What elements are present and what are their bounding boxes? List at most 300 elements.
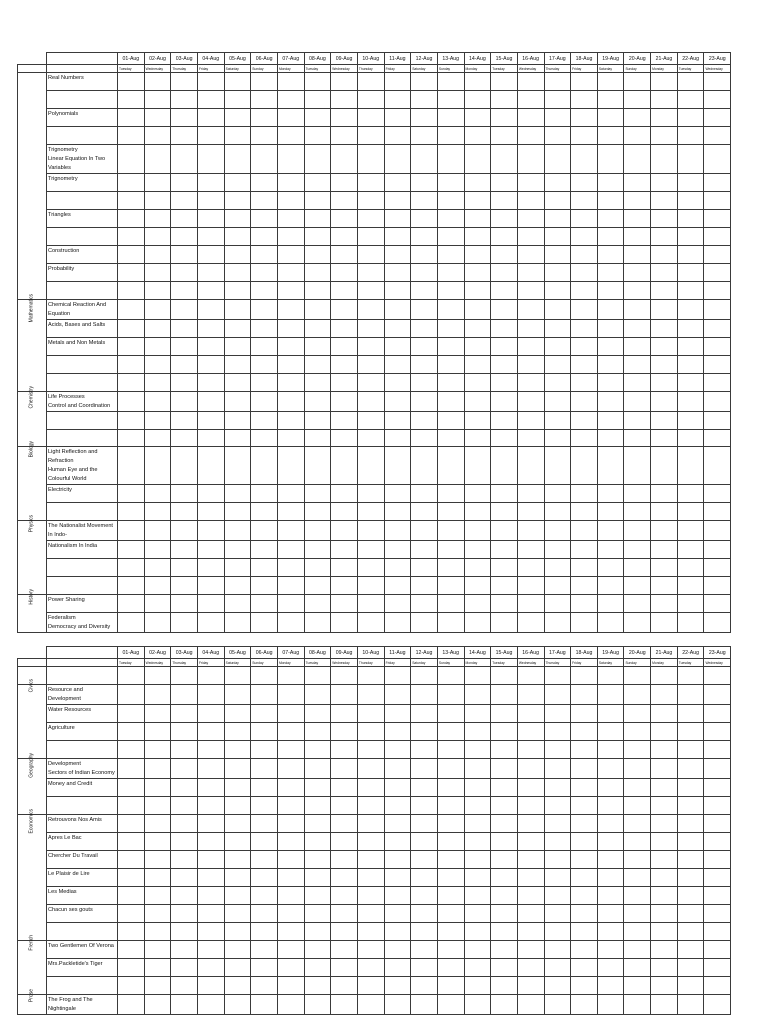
schedule-cell[interactable] xyxy=(571,905,598,923)
schedule-cell[interactable] xyxy=(597,667,624,685)
schedule-cell[interactable] xyxy=(251,73,278,91)
schedule-cell[interactable] xyxy=(677,851,704,869)
schedule-cell[interactable] xyxy=(677,723,704,741)
schedule-cell[interactable] xyxy=(304,779,331,797)
schedule-cell[interactable] xyxy=(437,210,464,228)
schedule-cell[interactable] xyxy=(704,994,731,1014)
schedule-cell[interactable] xyxy=(517,109,544,127)
schedule-cell[interactable] xyxy=(277,905,304,923)
schedule-cell[interactable] xyxy=(624,887,651,905)
schedule-cell[interactable] xyxy=(331,667,358,685)
schedule-cell[interactable] xyxy=(464,485,491,503)
schedule-cell[interactable] xyxy=(464,282,491,300)
schedule-cell[interactable] xyxy=(144,759,171,779)
schedule-cell[interactable] xyxy=(597,994,624,1014)
schedule-cell[interactable] xyxy=(357,977,384,995)
schedule-cell[interactable] xyxy=(544,264,571,282)
schedule-cell[interactable] xyxy=(517,127,544,145)
schedule-cell[interactable] xyxy=(357,741,384,759)
schedule-cell[interactable] xyxy=(517,833,544,851)
schedule-cell[interactable] xyxy=(704,91,731,109)
schedule-cell[interactable] xyxy=(277,228,304,246)
schedule-cell[interactable] xyxy=(384,923,411,941)
schedule-cell[interactable] xyxy=(677,994,704,1014)
schedule-cell[interactable] xyxy=(437,73,464,91)
schedule-cell[interactable] xyxy=(304,941,331,959)
schedule-cell[interactable] xyxy=(118,959,145,977)
schedule-cell[interactable] xyxy=(144,264,171,282)
schedule-cell[interactable] xyxy=(144,246,171,264)
schedule-cell[interactable] xyxy=(571,228,598,246)
schedule-cell[interactable] xyxy=(437,923,464,941)
schedule-cell[interactable] xyxy=(464,320,491,338)
schedule-cell[interactable] xyxy=(304,959,331,977)
schedule-cell[interactable] xyxy=(544,577,571,595)
schedule-cell[interactable] xyxy=(384,411,411,429)
schedule-cell[interactable] xyxy=(517,73,544,91)
schedule-cell[interactable] xyxy=(517,541,544,559)
schedule-cell[interactable] xyxy=(464,959,491,977)
schedule-cell[interactable] xyxy=(171,109,198,127)
schedule-cell[interactable] xyxy=(571,391,598,411)
schedule-cell[interactable] xyxy=(517,994,544,1014)
schedule-cell[interactable] xyxy=(571,705,598,723)
schedule-cell[interactable] xyxy=(624,356,651,374)
schedule-cell[interactable] xyxy=(491,485,518,503)
schedule-cell[interactable] xyxy=(651,851,678,869)
schedule-cell[interactable] xyxy=(384,447,411,485)
schedule-cell[interactable] xyxy=(491,594,518,612)
schedule-cell[interactable] xyxy=(384,741,411,759)
schedule-cell[interactable] xyxy=(651,228,678,246)
schedule-cell[interactable] xyxy=(437,741,464,759)
schedule-cell[interactable] xyxy=(197,282,224,300)
schedule-cell[interactable] xyxy=(331,503,358,521)
schedule-cell[interactable] xyxy=(437,959,464,977)
schedule-cell[interactable] xyxy=(251,320,278,338)
schedule-cell[interactable] xyxy=(384,73,411,91)
schedule-cell[interactable] xyxy=(437,851,464,869)
schedule-cell[interactable] xyxy=(384,959,411,977)
schedule-cell[interactable] xyxy=(144,521,171,541)
schedule-cell[interactable] xyxy=(437,667,464,685)
schedule-cell[interactable] xyxy=(331,833,358,851)
schedule-cell[interactable] xyxy=(437,192,464,210)
schedule-cell[interactable] xyxy=(197,594,224,612)
schedule-cell[interactable] xyxy=(411,429,438,447)
schedule-cell[interactable] xyxy=(544,667,571,685)
schedule-cell[interactable] xyxy=(624,815,651,833)
schedule-cell[interactable] xyxy=(357,145,384,174)
schedule-cell[interactable] xyxy=(437,577,464,595)
schedule-cell[interactable] xyxy=(384,521,411,541)
schedule-cell[interactable] xyxy=(677,373,704,391)
schedule-cell[interactable] xyxy=(491,282,518,300)
schedule-cell[interactable] xyxy=(571,338,598,356)
schedule-cell[interactable] xyxy=(704,246,731,264)
schedule-cell[interactable] xyxy=(384,869,411,887)
schedule-cell[interactable] xyxy=(384,815,411,833)
schedule-cell[interactable] xyxy=(517,612,544,632)
schedule-cell[interactable] xyxy=(437,174,464,192)
schedule-cell[interactable] xyxy=(331,887,358,905)
schedule-cell[interactable] xyxy=(251,723,278,741)
schedule-cell[interactable] xyxy=(197,503,224,521)
schedule-cell[interactable] xyxy=(544,192,571,210)
schedule-cell[interactable] xyxy=(197,977,224,995)
schedule-cell[interactable] xyxy=(464,73,491,91)
schedule-cell[interactable] xyxy=(411,559,438,577)
schedule-cell[interactable] xyxy=(357,447,384,485)
schedule-cell[interactable] xyxy=(277,320,304,338)
schedule-cell[interactable] xyxy=(437,833,464,851)
schedule-cell[interactable] xyxy=(144,210,171,228)
schedule-cell[interactable] xyxy=(171,705,198,723)
schedule-cell[interactable] xyxy=(277,959,304,977)
schedule-cell[interactable] xyxy=(118,338,145,356)
schedule-cell[interactable] xyxy=(411,391,438,411)
schedule-cell[interactable] xyxy=(331,851,358,869)
schedule-cell[interactable] xyxy=(118,228,145,246)
schedule-cell[interactable] xyxy=(677,391,704,411)
schedule-cell[interactable] xyxy=(224,73,251,91)
schedule-cell[interactable] xyxy=(677,779,704,797)
schedule-cell[interactable] xyxy=(357,192,384,210)
schedule-cell[interactable] xyxy=(331,373,358,391)
schedule-cell[interactable] xyxy=(437,869,464,887)
schedule-cell[interactable] xyxy=(544,923,571,941)
schedule-cell[interactable] xyxy=(251,145,278,174)
schedule-cell[interactable] xyxy=(197,869,224,887)
schedule-cell[interactable] xyxy=(677,145,704,174)
schedule-cell[interactable] xyxy=(571,282,598,300)
schedule-cell[interactable] xyxy=(251,485,278,503)
schedule-cell[interactable] xyxy=(651,246,678,264)
schedule-cell[interactable] xyxy=(704,887,731,905)
schedule-cell[interactable] xyxy=(624,941,651,959)
schedule-cell[interactable] xyxy=(224,91,251,109)
schedule-cell[interactable] xyxy=(411,282,438,300)
schedule-cell[interactable] xyxy=(251,521,278,541)
schedule-cell[interactable] xyxy=(144,559,171,577)
schedule-cell[interactable] xyxy=(277,667,304,685)
schedule-cell[interactable] xyxy=(411,373,438,391)
schedule-cell[interactable] xyxy=(171,741,198,759)
schedule-cell[interactable] xyxy=(491,685,518,705)
schedule-cell[interactable] xyxy=(411,356,438,374)
schedule-cell[interactable] xyxy=(331,797,358,815)
schedule-cell[interactable] xyxy=(197,429,224,447)
schedule-cell[interactable] xyxy=(677,815,704,833)
schedule-cell[interactable] xyxy=(118,797,145,815)
schedule-cell[interactable] xyxy=(651,685,678,705)
schedule-cell[interactable] xyxy=(171,779,198,797)
schedule-cell[interactable] xyxy=(571,503,598,521)
schedule-cell[interactable] xyxy=(144,941,171,959)
schedule-cell[interactable] xyxy=(597,391,624,411)
schedule-cell[interactable] xyxy=(677,192,704,210)
schedule-cell[interactable] xyxy=(544,91,571,109)
schedule-cell[interactable] xyxy=(357,887,384,905)
schedule-cell[interactable] xyxy=(624,994,651,1014)
schedule-cell[interactable] xyxy=(651,741,678,759)
schedule-cell[interactable] xyxy=(118,977,145,995)
schedule-cell[interactable] xyxy=(171,282,198,300)
schedule-cell[interactable] xyxy=(171,320,198,338)
schedule-cell[interactable] xyxy=(544,127,571,145)
schedule-cell[interactable] xyxy=(704,541,731,559)
schedule-cell[interactable] xyxy=(624,833,651,851)
schedule-cell[interactable] xyxy=(411,779,438,797)
schedule-cell[interactable] xyxy=(437,905,464,923)
schedule-cell[interactable] xyxy=(517,741,544,759)
schedule-cell[interactable] xyxy=(597,612,624,632)
schedule-cell[interactable] xyxy=(118,779,145,797)
schedule-cell[interactable] xyxy=(118,741,145,759)
schedule-cell[interactable] xyxy=(491,833,518,851)
schedule-cell[interactable] xyxy=(224,338,251,356)
schedule-cell[interactable] xyxy=(517,905,544,923)
schedule-cell[interactable] xyxy=(251,228,278,246)
schedule-cell[interactable] xyxy=(411,109,438,127)
schedule-cell[interactable] xyxy=(544,594,571,612)
schedule-cell[interactable] xyxy=(224,210,251,228)
schedule-cell[interactable] xyxy=(597,447,624,485)
schedule-cell[interactable] xyxy=(651,541,678,559)
schedule-cell[interactable] xyxy=(251,815,278,833)
schedule-cell[interactable] xyxy=(144,705,171,723)
schedule-cell[interactable] xyxy=(277,559,304,577)
schedule-cell[interactable] xyxy=(197,485,224,503)
schedule-cell[interactable] xyxy=(197,91,224,109)
schedule-cell[interactable] xyxy=(118,109,145,127)
schedule-cell[interactable] xyxy=(118,887,145,905)
schedule-cell[interactable] xyxy=(677,833,704,851)
schedule-cell[interactable] xyxy=(597,338,624,356)
schedule-cell[interactable] xyxy=(491,320,518,338)
schedule-cell[interactable] xyxy=(304,429,331,447)
schedule-cell[interactable] xyxy=(251,887,278,905)
schedule-cell[interactable] xyxy=(277,264,304,282)
schedule-cell[interactable] xyxy=(251,923,278,941)
schedule-cell[interactable] xyxy=(251,685,278,705)
schedule-cell[interactable] xyxy=(597,228,624,246)
schedule-cell[interactable] xyxy=(384,851,411,869)
schedule-cell[interactable] xyxy=(624,577,651,595)
schedule-cell[interactable] xyxy=(411,594,438,612)
schedule-cell[interactable] xyxy=(171,429,198,447)
schedule-cell[interactable] xyxy=(677,429,704,447)
schedule-cell[interactable] xyxy=(357,411,384,429)
schedule-cell[interactable] xyxy=(171,373,198,391)
schedule-cell[interactable] xyxy=(597,705,624,723)
schedule-cell[interactable] xyxy=(277,577,304,595)
schedule-cell[interactable] xyxy=(118,447,145,485)
schedule-cell[interactable] xyxy=(491,174,518,192)
schedule-cell[interactable] xyxy=(197,815,224,833)
schedule-cell[interactable] xyxy=(251,851,278,869)
schedule-cell[interactable] xyxy=(224,594,251,612)
schedule-cell[interactable] xyxy=(384,779,411,797)
schedule-cell[interactable] xyxy=(277,869,304,887)
schedule-cell[interactable] xyxy=(197,300,224,320)
schedule-cell[interactable] xyxy=(571,869,598,887)
schedule-cell[interactable] xyxy=(411,300,438,320)
schedule-cell[interactable] xyxy=(411,264,438,282)
schedule-cell[interactable] xyxy=(251,541,278,559)
schedule-cell[interactable] xyxy=(677,246,704,264)
schedule-cell[interactable] xyxy=(118,521,145,541)
schedule-cell[interactable] xyxy=(224,994,251,1014)
schedule-cell[interactable] xyxy=(251,192,278,210)
schedule-cell[interactable] xyxy=(624,667,651,685)
schedule-cell[interactable] xyxy=(544,612,571,632)
schedule-cell[interactable] xyxy=(677,264,704,282)
schedule-cell[interactable] xyxy=(357,869,384,887)
schedule-cell[interactable] xyxy=(251,91,278,109)
schedule-cell[interactable] xyxy=(677,109,704,127)
schedule-cell[interactable] xyxy=(118,559,145,577)
schedule-cell[interactable] xyxy=(651,127,678,145)
schedule-cell[interactable] xyxy=(357,91,384,109)
schedule-cell[interactable] xyxy=(597,210,624,228)
schedule-cell[interactable] xyxy=(704,109,731,127)
schedule-cell[interactable] xyxy=(677,612,704,632)
schedule-cell[interactable] xyxy=(197,905,224,923)
schedule-cell[interactable] xyxy=(357,905,384,923)
schedule-cell[interactable] xyxy=(144,192,171,210)
schedule-cell[interactable] xyxy=(357,779,384,797)
schedule-cell[interactable] xyxy=(224,447,251,485)
schedule-cell[interactable] xyxy=(651,373,678,391)
schedule-cell[interactable] xyxy=(704,282,731,300)
schedule-cell[interactable] xyxy=(197,447,224,485)
schedule-cell[interactable] xyxy=(464,594,491,612)
schedule-cell[interactable] xyxy=(704,594,731,612)
schedule-cell[interactable] xyxy=(144,356,171,374)
schedule-cell[interactable] xyxy=(624,228,651,246)
schedule-cell[interactable] xyxy=(197,741,224,759)
schedule-cell[interactable] xyxy=(624,447,651,485)
schedule-cell[interactable] xyxy=(144,741,171,759)
schedule-cell[interactable] xyxy=(677,282,704,300)
schedule-cell[interactable] xyxy=(651,815,678,833)
schedule-cell[interactable] xyxy=(197,246,224,264)
schedule-cell[interactable] xyxy=(464,127,491,145)
schedule-cell[interactable] xyxy=(544,685,571,705)
schedule-cell[interactable] xyxy=(277,429,304,447)
schedule-cell[interactable] xyxy=(384,429,411,447)
schedule-cell[interactable] xyxy=(464,851,491,869)
schedule-cell[interactable] xyxy=(704,723,731,741)
schedule-cell[interactable] xyxy=(624,851,651,869)
schedule-cell[interactable] xyxy=(571,779,598,797)
schedule-cell[interactable] xyxy=(118,923,145,941)
schedule-cell[interactable] xyxy=(384,282,411,300)
schedule-cell[interactable] xyxy=(118,373,145,391)
schedule-cell[interactable] xyxy=(571,485,598,503)
schedule-cell[interactable] xyxy=(491,705,518,723)
schedule-cell[interactable] xyxy=(118,705,145,723)
schedule-cell[interactable] xyxy=(464,338,491,356)
schedule-cell[interactable] xyxy=(304,994,331,1014)
schedule-cell[interactable] xyxy=(464,411,491,429)
schedule-cell[interactable] xyxy=(144,612,171,632)
schedule-cell[interactable] xyxy=(357,994,384,1014)
schedule-cell[interactable] xyxy=(491,977,518,995)
schedule-cell[interactable] xyxy=(411,887,438,905)
schedule-cell[interactable] xyxy=(704,612,731,632)
schedule-cell[interactable] xyxy=(118,685,145,705)
schedule-cell[interactable] xyxy=(144,145,171,174)
schedule-cell[interactable] xyxy=(651,174,678,192)
schedule-cell[interactable] xyxy=(597,685,624,705)
schedule-cell[interactable] xyxy=(171,577,198,595)
schedule-cell[interactable] xyxy=(224,815,251,833)
schedule-cell[interactable] xyxy=(357,356,384,374)
schedule-cell[interactable] xyxy=(144,685,171,705)
schedule-cell[interactable] xyxy=(411,541,438,559)
schedule-cell[interactable] xyxy=(304,612,331,632)
schedule-cell[interactable] xyxy=(624,300,651,320)
schedule-cell[interactable] xyxy=(491,411,518,429)
schedule-cell[interactable] xyxy=(331,411,358,429)
schedule-cell[interactable] xyxy=(704,705,731,723)
schedule-cell[interactable] xyxy=(704,356,731,374)
schedule-cell[interactable] xyxy=(277,741,304,759)
schedule-cell[interactable] xyxy=(704,667,731,685)
schedule-cell[interactable] xyxy=(197,923,224,941)
schedule-cell[interactable] xyxy=(437,685,464,705)
schedule-cell[interactable] xyxy=(357,541,384,559)
schedule-cell[interactable] xyxy=(197,612,224,632)
schedule-cell[interactable] xyxy=(651,705,678,723)
schedule-cell[interactable] xyxy=(224,145,251,174)
schedule-cell[interactable] xyxy=(517,145,544,174)
schedule-cell[interactable] xyxy=(571,246,598,264)
schedule-cell[interactable] xyxy=(331,246,358,264)
schedule-cell[interactable] xyxy=(144,320,171,338)
schedule-cell[interactable] xyxy=(224,192,251,210)
schedule-cell[interactable] xyxy=(277,521,304,541)
schedule-cell[interactable] xyxy=(651,503,678,521)
schedule-cell[interactable] xyxy=(704,923,731,941)
schedule-cell[interactable] xyxy=(331,228,358,246)
schedule-cell[interactable] xyxy=(517,282,544,300)
schedule-cell[interactable] xyxy=(624,246,651,264)
schedule-cell[interactable] xyxy=(277,356,304,374)
schedule-cell[interactable] xyxy=(704,210,731,228)
schedule-cell[interactable] xyxy=(304,833,331,851)
schedule-cell[interactable] xyxy=(304,91,331,109)
schedule-cell[interactable] xyxy=(357,210,384,228)
schedule-cell[interactable] xyxy=(357,503,384,521)
schedule-cell[interactable] xyxy=(464,923,491,941)
schedule-cell[interactable] xyxy=(491,923,518,941)
schedule-cell[interactable] xyxy=(597,541,624,559)
schedule-cell[interactable] xyxy=(437,594,464,612)
schedule-cell[interactable] xyxy=(331,559,358,577)
schedule-cell[interactable] xyxy=(677,447,704,485)
schedule-cell[interactable] xyxy=(437,977,464,995)
schedule-cell[interactable] xyxy=(437,941,464,959)
schedule-cell[interactable] xyxy=(597,723,624,741)
schedule-cell[interactable] xyxy=(304,356,331,374)
schedule-cell[interactable] xyxy=(277,923,304,941)
schedule-cell[interactable] xyxy=(571,429,598,447)
schedule-cell[interactable] xyxy=(437,300,464,320)
schedule-cell[interactable] xyxy=(624,109,651,127)
